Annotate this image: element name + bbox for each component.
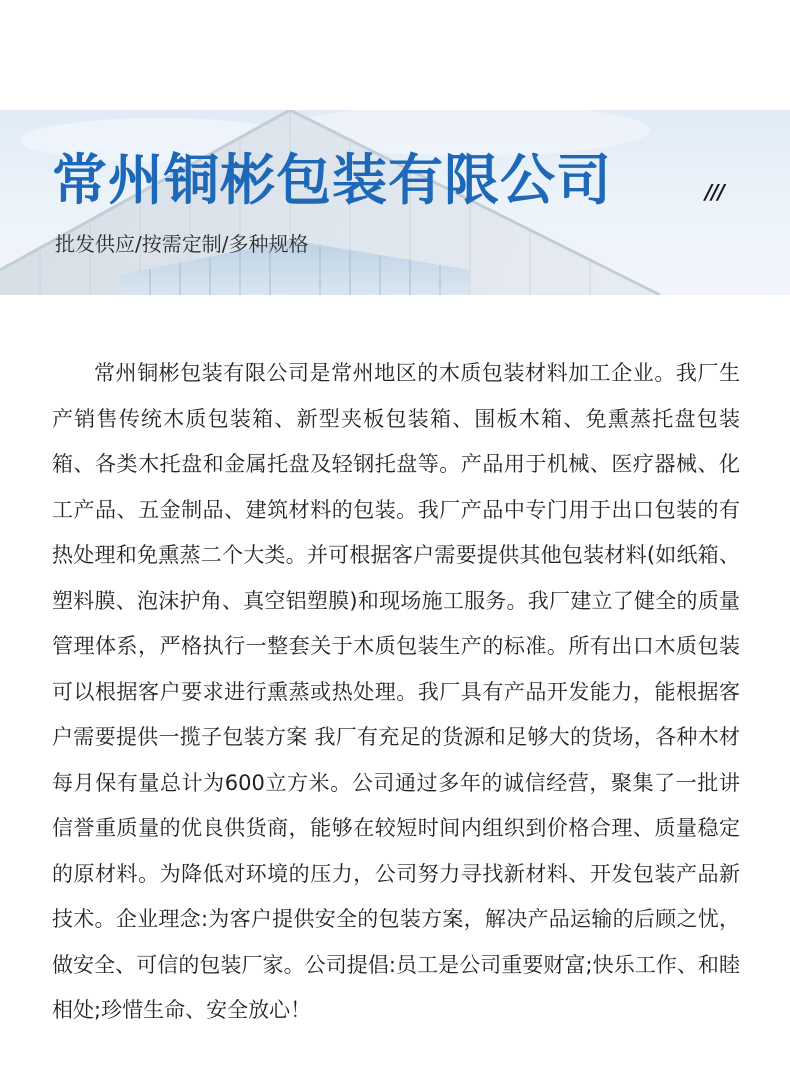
banner-subtitle: 批发供应/按需定制/多种规格 — [55, 232, 309, 256]
company-title: 常州铜彬包装有限公司 — [52, 148, 613, 212]
company-description: 常州铜彬包装有限公司是常州地区的木质包装材料加工企业。我厂生产销售传统木质包装箱、新型夹板包装箱、围板木箱、免熏蒸托盘包装箱、各类木托盘和金属托盘及轻钢托盘等。产品用于机械、医疗器械、化工产品、五金制品、建筑材料的包装。我厂产品中专门用于出口包装的有热处理和免熏蒸二个大类。并可根据客户需要提供其他包装材料(如纸箱、塑料膜、泡沫护角、真空铝塑膜)和现场施工服务。我厂建立了健全的质量管理体系，严格执行一整套关于木质包装生产的标准。所有出口木质包装可以根据客户要求进行熏蒸或热处理。我厂具有产品开发能力，能根据客户需要提供一揽子包装方案 我厂有充足的货源和足够大的货场，各种木材每月保有量总计为600立方米。公司通过多年的诚信经营，聚集了一批讲信誉重质量的优良供货商，能够在较短时间内组织到价格合理、质量稳定的原材料。为降低对环境的压力，公司努力寻找新材料、开发包装产品新技术。企业理念:为客户提供安全的包装方案，解决产品运输的后顾之忧，做安全、可信的包装厂家。公司提倡:员工是公司重要财富;快乐工作、和睦相处;珍惜生命、安全放心！ — [52, 361, 740, 1022]
header-banner — [0, 110, 790, 295]
decorative-slashes: /// — [705, 180, 724, 204]
